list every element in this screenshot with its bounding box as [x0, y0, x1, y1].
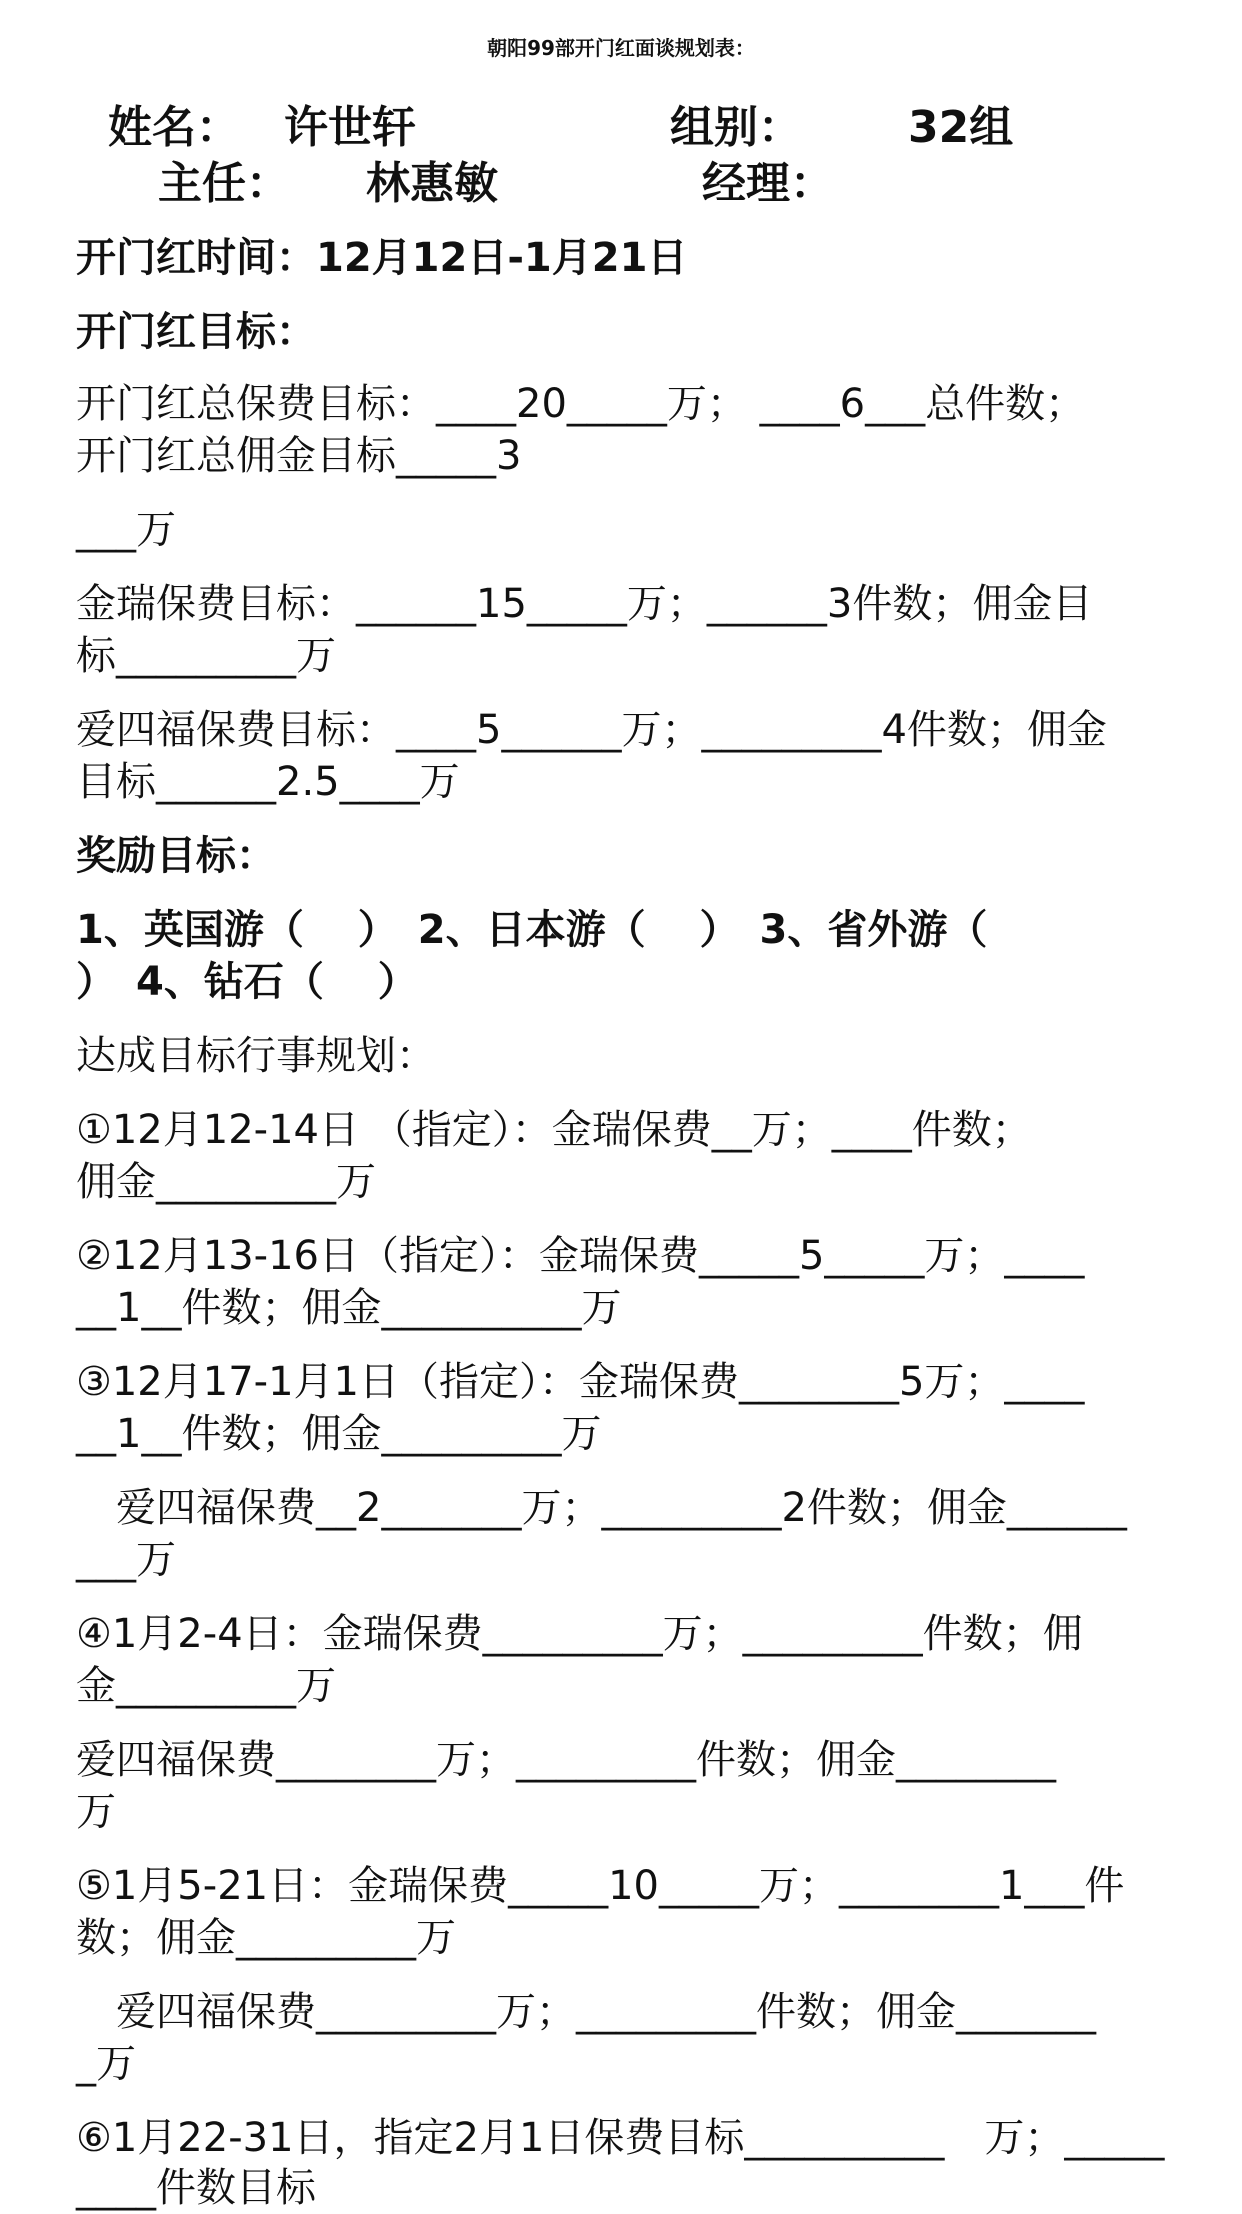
goals-heading: 开门红目标： — [76, 309, 316, 355]
reward-heading: 奖励目标： — [76, 833, 276, 879]
aisifu-line-1: 爱四福保费目标：____5______万；_________4件数；佣金 — [76, 707, 1107, 753]
total-commission-unit: ___万 — [76, 507, 176, 553]
total-premium-value: ____20_____ — [436, 381, 667, 427]
page-title: 朝阳99部开门红面谈规划表： — [487, 36, 755, 60]
plan-1-line-2: 佣金_________万 — [76, 1159, 376, 1205]
total-commission-line — [76, 430, 521, 482]
total-premium-unit: 万； — [666, 381, 747, 427]
plan-3-aisifu-line-1: 爱四福保费__2_______万；_________2件数；佣金______ — [76, 1485, 1127, 1531]
plan-4-line-1: ④1月2-4日：金瑞保费_________万；_________件数；佣 — [76, 1611, 1083, 1657]
director-value: 林惠敏 — [366, 158, 498, 209]
total-commission-label: 开门红总佣金目标 — [76, 433, 396, 479]
total-cases-value: ____6___ — [759, 381, 926, 427]
total-premium-label: 开门红总保费目标： — [76, 381, 436, 427]
plan-5-aisifu-line-1: 爱四福保费_________万；_________件数；佣金_______ — [76, 1989, 1096, 2035]
plan-3-line-2: __1__件数；佣金_________万 — [76, 1411, 602, 1457]
jinrui-line-1: 金瑞保费目标：______15_____万；______3件数；佣金目 — [76, 581, 1093, 627]
total-premium-line — [76, 378, 1085, 430]
plan-3-line-1: ③12月17-1月1日（指定）：金瑞保费________5万；____ — [76, 1359, 1085, 1405]
plan-3-aisifu-line-2: ___万 — [76, 1537, 176, 1583]
rewards-line-1: 1、英国游（ ） 2、日本游（ ） 3、省外游（ — [76, 907, 988, 953]
plan-4-line-2: 金_________万 — [76, 1663, 336, 1709]
plan-6-line-2: ____件数目标 — [76, 2165, 316, 2211]
plan-6-line-1: ⑥1月22-31日，指定2月1日保费目标__________ 万；_____ — [76, 2115, 1165, 2161]
group-label: 组别： — [670, 102, 802, 153]
aisifu-line-2: 目标______2.5____万 — [76, 759, 460, 805]
plan-5-line-1: ⑤1月5-21日：金瑞保费_____10_____万；________1___件 — [76, 1863, 1125, 1909]
name-label: 姓名： — [108, 102, 240, 153]
manager-label: 经理： — [702, 158, 834, 209]
plan-4-aisifu-line-2: 万 — [76, 1789, 116, 1835]
jinrui-line-2: 标_________万 — [76, 633, 336, 679]
plan-2-line-2: __1__件数；佣金__________万 — [76, 1285, 622, 1331]
plan-2-line-1: ②12月13-16日（指定）：金瑞保费_____5_____万；____ — [76, 1233, 1085, 1279]
plan-heading: 达成目标行事规划： — [76, 1033, 436, 1079]
plan-1-line-1: ①12月12-14日 （指定）：金瑞保费__万；____件数； — [76, 1107, 1032, 1153]
total-cases-label: 总件数； — [925, 381, 1086, 427]
director-label: 主任： — [158, 158, 290, 209]
plan-5-aisifu-line-2: _万 — [76, 2041, 136, 2087]
plan-4-aisifu-line-1: 爱四福保费________万；_________件数；佣金________ — [76, 1737, 1056, 1783]
period-text: 开门红时间：12月12日-1月21日 — [76, 235, 688, 281]
rewards-line-2: ） 4、钻石（ ） — [76, 959, 418, 1005]
name-value: 许世轩 — [284, 102, 416, 153]
plan-5-line-2: 数；佣金_________万 — [76, 1915, 456, 1961]
group-value: 32组 — [908, 102, 1014, 153]
total-commission-value: _____3 — [396, 433, 522, 479]
